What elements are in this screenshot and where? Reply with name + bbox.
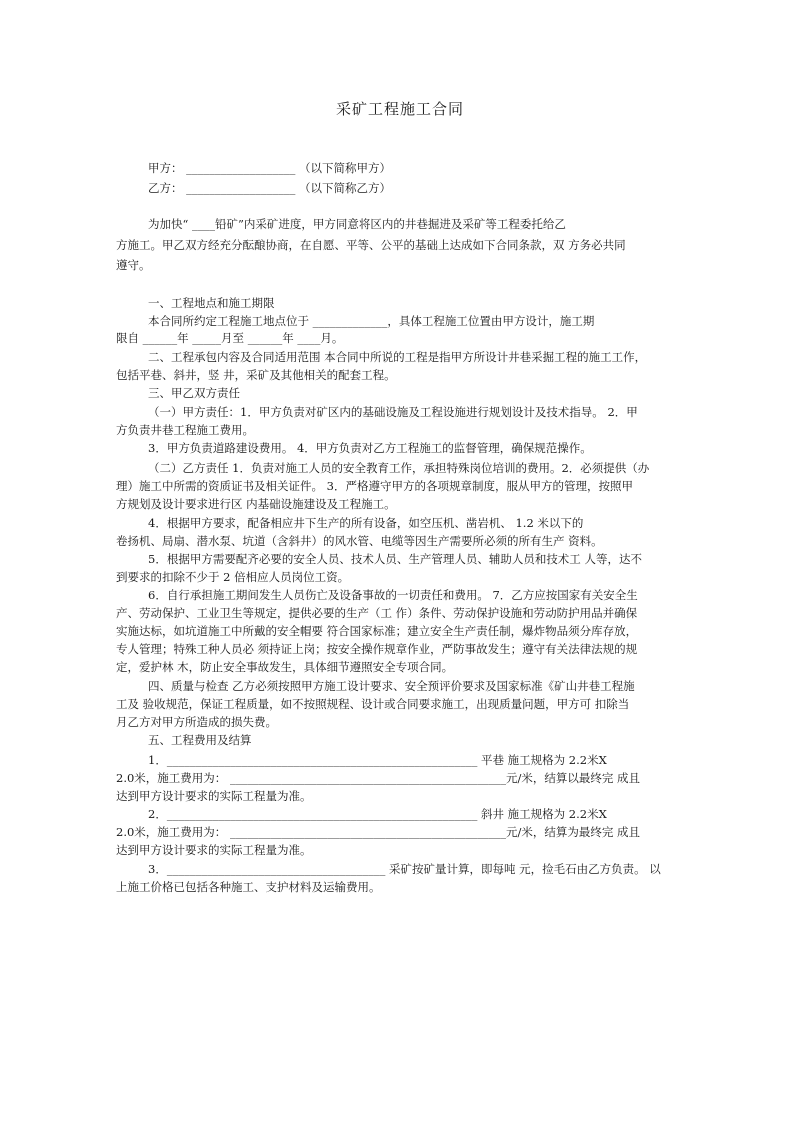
party-b-duty-line-1: （二）乙方责任 1．负责对施工人员的安全教育工作，承担特殊岗位培训的费用。2．必须提供（办: [148, 461, 650, 475]
section3-heading: 三、甲乙双方责任: [148, 386, 240, 400]
section2-line-2: 包括平巷、斜井，竖 井，采矿及其他相关的配套工程。: [116, 368, 396, 382]
section4-line-2: 工及 验收规范，保证工程质量，如不按照规程、设计或合同要求施工，出现质量问题，甲方可 扣除当: [116, 697, 630, 711]
party-b-duty-6-line-4: 专人管理；特殊工种人员必 须持证上岗；按安全操作规章作业，严防事故发生；遵守有关法律法规的规: [116, 642, 638, 656]
fee-item-3-line-2: 上施工价格已包括各种施工、支护材料及运输费用。: [116, 880, 381, 894]
fee-item-2-line-3: 达到甲方设计要求的实际工程量为准。: [116, 843, 312, 857]
document-title: 采矿工程施工合同: [335, 100, 464, 118]
section2-line-1: 二、工程承包内容及合同适用范围 本合同中所说的工程是指甲方所设计井巷采掘工程的施工工作，: [148, 350, 647, 364]
party-b-duty-4-line-1: 4．根据甲方要求，配备相应井下生产的所有设备，如空压机、凿岩机、 1.2 米以下的: [148, 516, 584, 530]
party-b-duty-6-line-2: 产、劳动保护、工业卫生等规定，提供必要的生产（工 作）条件、劳动保护设施和劳动防护用品并确保: [116, 606, 638, 620]
intro-line-1: 为加快“ ____铅矿”内采矿进度，甲方同意将区内的井巷掘进及采矿等工程委托给乙: [148, 217, 566, 231]
section1-heading: 一、工程地点和施工期限: [148, 296, 275, 310]
intro-line-2: 方施工。甲乙双方经充分酝酿协商，在自愿、平等、公平的基础上达成如下合同条款，双 方务必共同: [116, 238, 626, 252]
party-b-duty-line-3: 方规划及设计要求进行区 内基础设施建设及工程施工。: [116, 497, 396, 511]
fee-item-1-line-3: 达到甲方设计要求的实际工程量为准。: [116, 789, 312, 803]
fee-item-2-line-1: 2．______________________________________________________ 斜井 施工规格为 2.2米X: [148, 807, 607, 821]
section4-line-3: 月乙方对甲方所造成的损失费。: [116, 715, 277, 729]
party-a-duty-line-1: （一）甲方责任：1．甲方负责对矿区内的基础设施及工程设施进行规划设计及技术指导。 2．甲: [148, 405, 638, 419]
fee-item-1-line-2: 2.0米，施工费用为： ________________________________________________元/米，结算以最终完 成且: [116, 771, 640, 785]
party-a-duty-line-2: 方负责井巷工程施工费用。: [116, 423, 254, 437]
section1-line-2: 限自 ______年 _____月至 ______年 ____月。: [116, 331, 344, 345]
party-b-line: 乙方： ___________________ （以下简称乙方）: [148, 181, 392, 195]
fee-item-1-line-1: 1．______________________________________________________ 平巷 施工规格为 2.2米X: [148, 753, 607, 767]
party-b-duty-6-line-3: 实施达标，如坑道施工中所戴的安全帽要 符合国家标准；建立安全生产责任制，爆炸物品须分库存放，: [116, 624, 638, 638]
party-b-duty-5-line-2: 到要求的扣除不少于 2 倍相应人员岗位工资。: [116, 570, 350, 584]
party-b-duty-6-line-5: 定，爱护林 木，防止安全事故发生，具体细节遵照安全专项合同。: [116, 660, 454, 674]
party-b-duty-6-line-1: 6．自行承担施工期间发生人员伤亡及设备事故的一切责任和费用。 7．乙方应按国家有关安全生: [148, 588, 638, 602]
fee-item-3-line-1: 3．______________________________________ 采矿按矿量计算，即每吨 元，捡毛石由乙方负责。 以: [148, 862, 661, 876]
section4-line-1: 四、质量与检查 乙方必须按照甲方施工设计要求、安全预评价要求及国家标准《矿山井巷工程施: [148, 679, 635, 693]
party-b-duty-5-line-1: 5．根据甲方需要配齐必要的安全人员、技术人员、生产管理人员、辅助人员和技术工 人等，达不: [148, 552, 642, 566]
fee-item-2-line-2: 2.0米，施工费用为： ________________________________________________元/米，结算为最终完 成且: [116, 825, 640, 839]
party-b-duty-line-2: 理）施工中所需的资质证书及相关证件。 3．严格遵守甲方的各项规章制度，服从甲方的管理，按照甲: [116, 479, 633, 493]
party-a-line: 甲方： ___________________ （以下简称甲方）: [148, 161, 392, 175]
party-b-duty-4-line-2: 卷扬机、局扇、潜水泵、坑道（含斜井）的风水管、电缆等因生产需要所必须的所有生产 资料。: [116, 534, 603, 548]
intro-line-3: 遵守。: [116, 258, 151, 272]
section1-line-1: 本合同所约定工程施工地点位于 _____________，具体工程施工位置由甲方设计，施工期: [148, 314, 595, 328]
section5-heading: 五、工程费用及结算: [148, 733, 252, 747]
party-a-duty-line-3: 3．甲方负责道路建设费用。 4．甲方负责对乙方工程施工的监督管理，确保规范操作。: [148, 441, 592, 455]
